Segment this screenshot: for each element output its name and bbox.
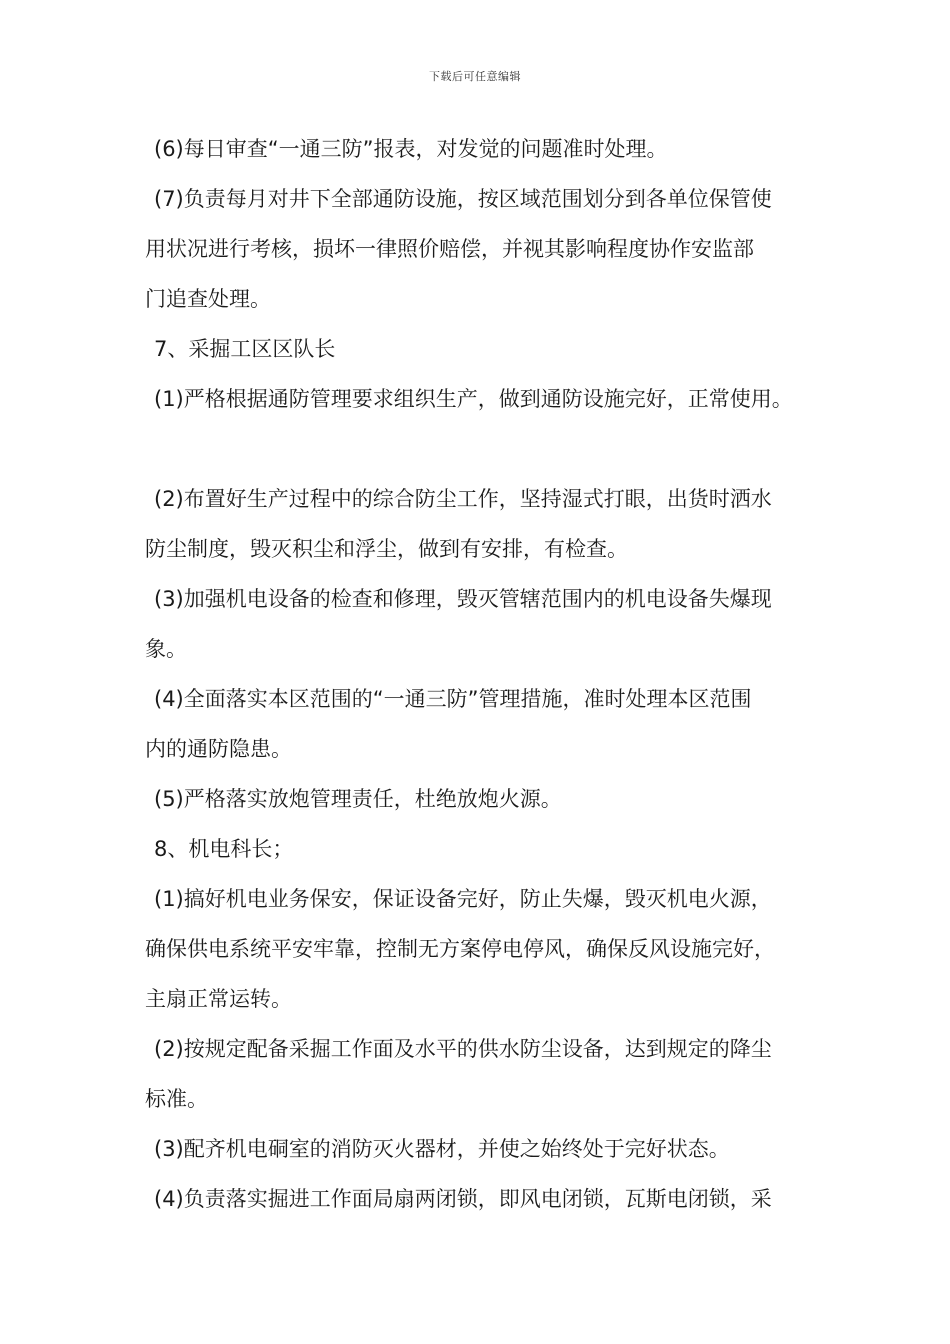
section-heading: 7、采掘工区区队长: [154, 337, 336, 361]
paragraph-line: 标准。: [145, 1087, 208, 1111]
paragraph-line: (3)配齐机电硐室的消防灭火器材，并使之始终处于完好状态。: [154, 1137, 730, 1161]
paragraph-line: (2)布置好生产过程中的综合防尘工作，坚持湿式打眼，出货时洒水: [154, 487, 772, 511]
paragraph-line: 象。: [145, 637, 187, 661]
paragraph-line: 用状况进行考核，损坏一律照价赔偿，并视其影响程度协作安监部: [145, 237, 754, 261]
paragraph-line: (4)负责落实掘进工作面局扇两闭锁，即风电闭锁，瓦斯电闭锁，采: [154, 1187, 772, 1211]
paragraph-line: 防尘制度，毁灭积尘和浮尘，做到有安排，有检查。: [145, 537, 628, 561]
paragraph-line: 门追查处理。: [145, 287, 271, 311]
paragraph-line: (6)每日审查“一通三防”报表，对发觉的问题准时处理。: [154, 137, 668, 161]
paragraph-line: (1)搞好机电业务保安，保证设备完好，防止失爆，毁灭机电火源，: [154, 887, 772, 911]
blank-line: [145, 428, 825, 478]
paragraph-line: (3)加强机电设备的检查和修理，毁灭管辖范围内的机电设备失爆现: [154, 587, 772, 611]
paragraph-line: 确保供电系统平安牢靠，控制无方案停电停风，确保反风设施完好，: [145, 937, 775, 961]
paragraph-line: 主扇正常运转。: [145, 987, 292, 1011]
paragraph-line: 内的通防隐患。: [145, 737, 292, 761]
paragraph-line: (5)严格落实放炮管理责任，杜绝放炮火源。: [154, 787, 562, 811]
page-header: 下载后可任意编辑: [429, 70, 521, 83]
paragraph-line: (2)按规定配备采掘工作面及水平的供水防尘设备，达到规定的降尘: [154, 1037, 772, 1061]
section-heading: 8、机电科长；: [154, 837, 294, 861]
document-body: [145, 128, 825, 1228]
paragraph-line: (4)全面落实本区范围的“一通三防”管理措施，准时处理本区范围: [154, 687, 752, 711]
paragraph-line: (1)严格根据通防管理要求组织生产，做到通防设施完好，正常使用。: [154, 387, 793, 411]
paragraph-line: (7)负责每月对井下全部通防设施，按区域范围划分到各单位保管使: [154, 187, 772, 211]
